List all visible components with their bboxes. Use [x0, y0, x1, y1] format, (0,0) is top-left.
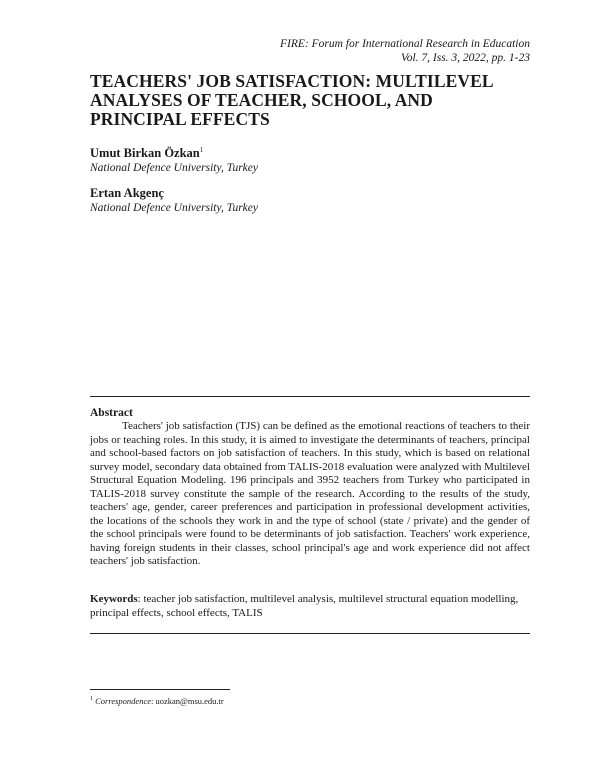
abstract-bottom-rule — [90, 633, 530, 634]
paper-title — [90, 72, 530, 129]
author-2-name: Ertan Akgenç — [90, 186, 164, 200]
journal-name: FIRE: Forum for International Research in Education — [280, 38, 530, 50]
author-2-affiliation: National Defence University, Turkey — [90, 202, 258, 214]
journal-volume-line: Vol. 7, Iss. 3, 2022, pp. 1-23 — [400, 52, 530, 64]
footnote-email[interactable]: : uozkan@msu.edu.tr — [151, 695, 224, 706]
abstract-top-rule — [90, 396, 530, 397]
keywords-text: : teacher job satisfaction, multilevel analysis, multilevel structural equation modelling, principal effects, school effects, TALIS — [90, 593, 519, 619]
footnote-label: Correspondence — [95, 695, 151, 706]
footnote — [90, 694, 224, 707]
abstract-text: Teachers' job satisfaction (TJS) can be defined as the emotional reactions of teachers to their jobs or teaching roles. In this study, it is aimed to investigate the determinants of teachers, principal and school-based factors on job satisfaction of teachers. In this study, which is based on relational survey model, secondary data obtained from TALIS-2018 evaluation were analyzed with Multilevel Structural Equation Modeling. 196 principals and 3952 teachers from Turkey who participated in TALIS-2018 survey constitute the sample of the research. According to the results of the study, teachers' age, gender, career preferences and participation in professional development activities, the locations of the schools they work in and the type of school (state / private) and the gender of the school principals were found to be determinants of job satisfaction. Teachers' work experience, having foreign students in their classes, school principal's age and work experience did not affect teachers' job satisfaction. — [90, 420, 530, 567]
author-2 — [90, 186, 164, 201]
author-1-affiliation: National Defence University, Turkey — [90, 162, 258, 174]
title-line: ANALYSES OF TEACHER, SCHOOL, AND — [90, 90, 433, 110]
footnote-rule — [90, 689, 230, 690]
author-1-name: Umut Birkan Özkan — [90, 146, 200, 161]
title-line: PRINCIPAL EFFECTS — [90, 109, 270, 129]
abstract-heading: Abstract — [90, 407, 133, 419]
keywords — [90, 593, 530, 620]
author-1-footnote-marker: 1 — [199, 146, 204, 154]
author-1 — [90, 146, 203, 161]
keywords-label: Keywords — [90, 593, 138, 605]
footnote-marker: 1 — [90, 696, 93, 702]
title-line: TEACHERS' JOB SATISFACTION: MULTILEVEL — [90, 71, 494, 91]
